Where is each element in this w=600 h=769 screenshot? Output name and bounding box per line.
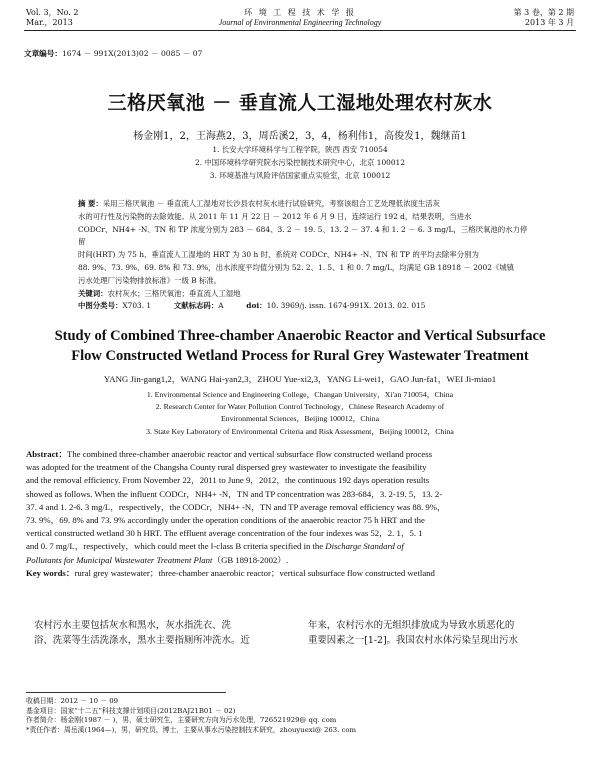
title-en-line: Flow Constructed Wetland Process for Rural Grey Wastewater Treatment	[71, 348, 529, 364]
abstract-cn-line	[78, 198, 528, 211]
header-journal-en: Journal of Environmental Engineering Technology	[218, 18, 382, 27]
header-journal-cn: 环 境 工 程 技 术 学 报	[244, 8, 356, 17]
affiliation-en: Environmental Sciences，Beijing 100012，China	[220, 414, 380, 424]
abstract-en	[26, 448, 576, 580]
page-title-en	[20, 326, 580, 366]
abstract-en-line	[26, 554, 576, 567]
header-date-en: Mar.，2013	[26, 18, 73, 27]
abstract-cn-label: 摘 要：	[78, 199, 103, 208]
footnote-received: 收稿日期：2012 － 10 － 09	[26, 697, 119, 705]
article-number-label: 文章编号：	[24, 49, 62, 58]
clc-value: X703. 1	[122, 301, 152, 311]
affiliation-en: 1. Environmental Science and Engineering College，Changan University，Xi'an 710054，China	[146, 390, 454, 399]
abstract-en-standard-name: Discharge Standard of	[325, 541, 404, 552]
keywords-cn-label: 关键词：	[78, 288, 108, 298]
abstract-cn-line: 88. 9%、73. 9%、69. 8% 和 73. 9%，出水浓度平均值分别为 52. 2、1. 5、1 和 0. 7 mg/L，均满足 GB 18918 － 2002《城镇	[78, 262, 515, 272]
abstract-en-line: showed as follows. When the influent CODCr，NH4+ -N，TN and TP concentration was 283-684，3. 2-19. 5，13. 2-	[26, 488, 443, 499]
header-volume: Vol. 3，No. 2	[26, 8, 79, 17]
doi-value: 10. 3969/j. issn. 1674-991X. 2013. 02. 015	[266, 301, 426, 311]
abstract-en-line: 73. 9%，69. 8% and 73. 9% accordingly under the operation conditions of the anaerobic reactor 75 h HRT and the	[26, 515, 425, 526]
footnote-rule	[26, 692, 226, 693]
page-title-cn: 三格厌氧池 － 垂直流人工湿地处理农村灰水	[107, 92, 493, 114]
authors-en: YANG Jin-gang1,2，WANG Hai-yan2,3，ZHOU Yue-xi2,3，YANG Li-wei1，GAO Jun-fa1，WEI Ji-miao1	[103, 374, 497, 384]
affiliation-cn: 3. 环境基准与风险评估国家重点实验室，北京 100012	[209, 170, 391, 180]
article-number-value: 1674 － 991X(2013)02 － 0085 － 07	[61, 49, 203, 58]
footnote-author: 作者简介：杨金刚(1987 － )，男，硕士研究生，主要研究方向为污水处理，726521929@ qq. com	[26, 716, 337, 725]
abstract-en-line: vertical constructed wetland 30 h HRT. The effluent average concentration of the four indexes was 52，2. 1，5. 1	[26, 528, 423, 539]
body-line: 年来，农村污水的无组织排放成为导致水质恶化的	[308, 620, 515, 631]
affiliation-en: 3. State Key Laboratory of Environmental Criteria and Risk Assessment，Beijing 100012，China	[146, 426, 454, 436]
authors-cn: 杨金刚1，2，王海燕2，3，周岳溪2，3，4，杨利伟1，高俊发1，魏继苗1	[133, 131, 467, 142]
abstract-en-line: and the removal efficiency. From November 22，2011 to June 9，2012，the continuous 192 days operation results	[26, 475, 430, 486]
footnote-funding: 基金项目：国家“十二五”科技支撑计划项目(2012BAJ21B01 － 02)	[26, 706, 236, 715]
affiliations-en	[30, 389, 570, 438]
footnotes	[26, 697, 576, 736]
affiliation-cn: 1. 长安大学环境科学与工程学院，陕西 西安 710054	[212, 145, 388, 154]
abstract-cn	[78, 198, 528, 313]
abstract-cn-text: 采用三格厌氧池 － 垂直流人工湿地对长沙县农村灰水进行试验研究，考察该组合工艺处理低浓度生活灰	[102, 199, 441, 208]
affiliation-cn: 2. 中国环境科学研究院水污染控制技术研究中心，北京 100012	[195, 157, 405, 167]
body-line: 重要因素之一[1-2]。我国农村水体污染呈现出污水	[308, 635, 518, 646]
keywords-cn-value: 农村灰水；三格厌氧池；垂直流人工湿地	[107, 288, 241, 298]
abstract-en-line: was adopted for the treatment of the Changsha County rural dispersed grey wastewater to investigate the feasibility	[26, 462, 427, 473]
abstract-cn-line: CODCr、NH4+ -N、TN 和 TP 浓度分别为 283 － 684、3. 2 － 19. 5、13. 2 － 37. 4 和 1. 2 － 6. 3 mg/L，三格厌氧池的水力停留	[78, 224, 528, 247]
article-number	[24, 48, 202, 59]
abstract-en-label: Abstract：	[26, 449, 68, 459]
keywords-cn	[78, 288, 528, 301]
abstract-cn-line: 污水处理厂污染物排放标准》一级 B 标准。	[78, 275, 222, 285]
doi-label: doi：	[246, 301, 267, 311]
abstract-en-text: The combined three-chamber anaerobic reactor and vertical subsurface flow constructed wetland process	[67, 449, 432, 459]
clc-label: 中图分类号：	[78, 301, 123, 311]
body-column-right	[308, 618, 574, 648]
header-issue-cn: 第 3 卷，第 2 期	[513, 8, 574, 17]
abstract-cn-line: 水的可行性及污染物的去除效能。从 2011 年 11 月 22 日 － 2012 年 6 月 9 日，连续运行 192 d，结果表明，当进水	[78, 211, 472, 221]
body-line: 浴、洗菜等生活洗涤水，黑水主要指厕所冲洗水。近	[34, 635, 250, 646]
doc-code-label: 文献标志码：	[173, 301, 219, 311]
abstract-en-standard-name: Pollutants for Municipal Wastewater Treatment Plant	[26, 554, 213, 565]
keywords-en-label: Key words：	[26, 567, 75, 578]
footnote-corresponding: *责任作者：周岳溪(1964—)，男，研究员，博士，主要从事水污染控制技术研究，zhouyuexi@ 263. com	[26, 726, 357, 735]
abstract-en-line	[26, 448, 576, 461]
abstract-en-text: （GB 18918-2002）.	[212, 554, 289, 565]
classification-cn	[78, 300, 528, 313]
affiliation-en: 2. Research Center for Water Pollution Control Technology，Chinese Research Academy of	[155, 402, 445, 412]
title-en-line: Study of Combined Three-chamber Anaerobic Reactor and Vertical Subsurface	[54, 328, 546, 344]
body-column-left	[34, 618, 284, 648]
body-line: 农村污水主要包括灰水和黑水，灰水指洗衣、洗	[34, 620, 231, 631]
affiliations-cn	[0, 144, 600, 182]
abstract-en-line	[26, 540, 576, 553]
keywords-en	[26, 567, 576, 580]
header-date-cn: 2013 年 3 月	[524, 18, 574, 27]
header-rule	[24, 30, 576, 31]
abstract-cn-line: 时间(HRT) 为 75 h、垂直流人工湿地的 HRT 为 30 h 时，系统对 CODCr、NH4+ -N、TN 和 TP 的平均去除率分别为	[78, 250, 479, 260]
abstract-en-text: and 0. 7 mg/L，respectively，which could meet the Ⅰ-class B criteria specified in the	[26, 541, 324, 552]
keywords-en-value: rural grey wastewater；three-chamber anaerobic reactor；vertical subsurface flow constructed wetland	[74, 567, 435, 578]
doc-code-value: A	[218, 301, 224, 311]
abstract-en-line: 37. 4 and 1. 2-6. 3 mg/L，respectively，the CODCr，NH4+ -N，TN and TP average removal efficiency was 88. 9%，	[26, 501, 446, 512]
